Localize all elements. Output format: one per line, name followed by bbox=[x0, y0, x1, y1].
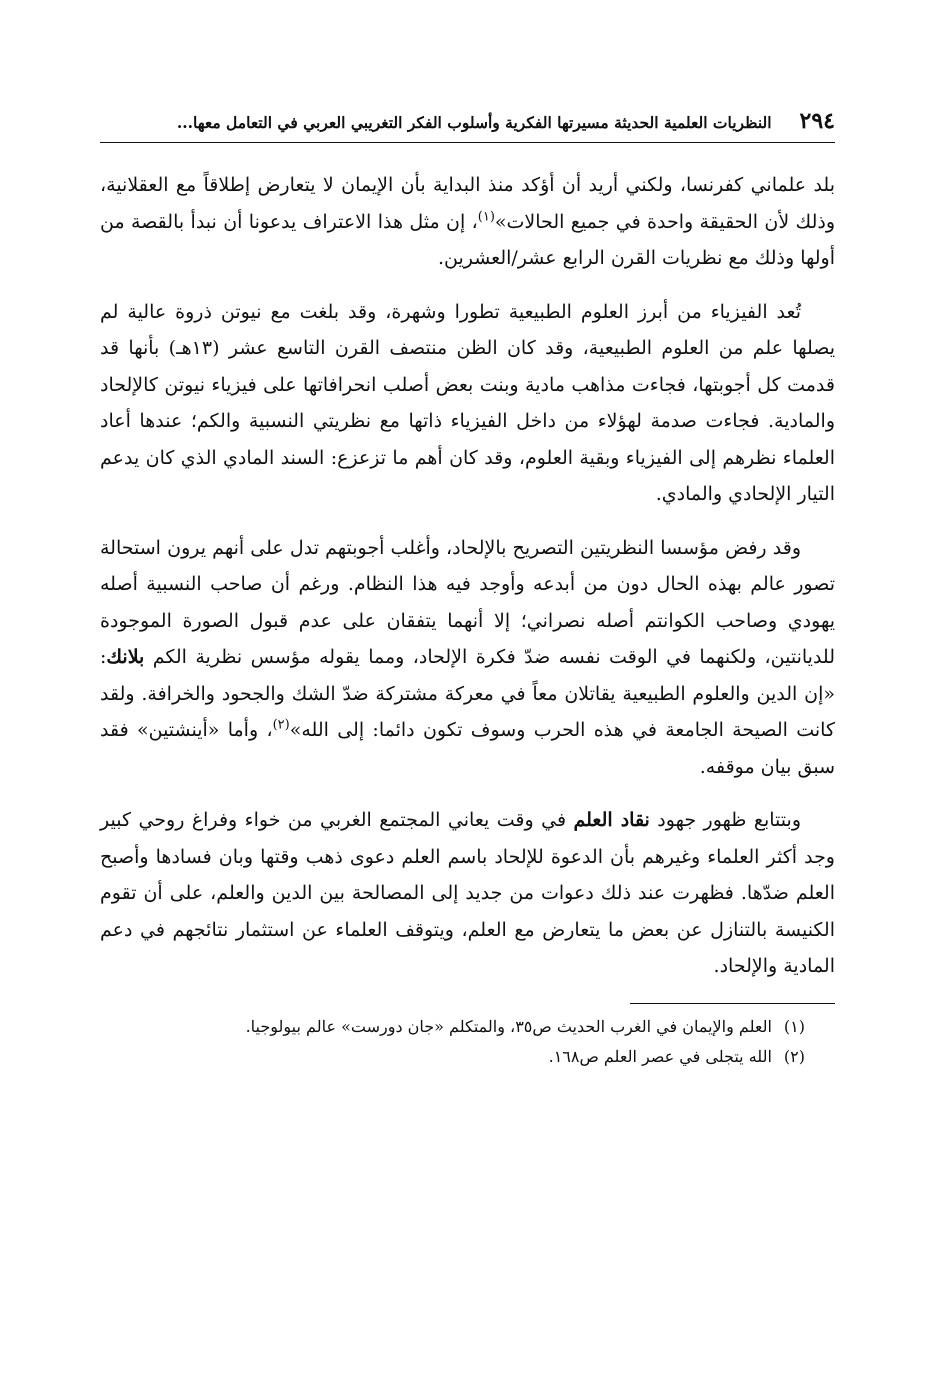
paragraph-3 bbox=[100, 530, 835, 786]
book-page bbox=[100, 108, 835, 1072]
paragraph-text: وبتتابع ظهور جهود bbox=[649, 809, 801, 831]
page-number: ٢٩٤ bbox=[799, 108, 835, 134]
body-text bbox=[100, 167, 835, 985]
running-title: النظريات العلمية الحديثة مسيرتها الفكرية وأسلوب الفكر التغريبي العربي في التعامل معها... bbox=[176, 113, 772, 132]
paragraph-text: : «إن الدين والعلوم الطبيعية يقاتلان معاً في معركة مشتركة ضدّ الشك والجحود والخرافة. ولقد كانت الصيحة الجامعة في هذه الحرب وسوف تكون دائما: إلى الله» bbox=[100, 646, 835, 741]
footnote-marker: (١) bbox=[783, 1016, 805, 1036]
bold-term-critics: نقاد العلم bbox=[573, 809, 650, 831]
page-header bbox=[100, 108, 835, 143]
paragraph-text: ، إن مثل هذا الاعتراف يدعونا أن نبدأ بالقصة من أولها وذلك مع نظريات القرن الرابع عشر/العشرين. bbox=[100, 210, 835, 269]
footnote-marker: (٢) bbox=[783, 1046, 805, 1066]
footnote-divider bbox=[630, 1003, 835, 1004]
paragraph-text: وقد رفض مؤسسا النظريتين التصريح بالإلحاد، وأغلب أجوبتهم تدل على أنهم يرون استحالة تصور عالم بهذه الحال دون من أبدعه وأوجد فيه هذا النظام. ورغم أن صاحب النسبية أصله يهودي وصاحب الكوانتم أصله نصراني؛ إلا أنهما يتفقان على عدم قبول الصورة الموجودة للديانتين، ولكنهما في الوقت نفسه ضدّ فكرة الإلحاد، ومما يقوله مؤسس نظرية الكم bbox=[100, 536, 835, 668]
paragraph-text: ، وأما «أينشتين» فقد سبق بيان موقفه. bbox=[100, 719, 835, 778]
paragraph-2: تُعد الفيزياء من أبرز العلوم الطبيعية تطورا وشهرة، وقد بلغت مع نيوتن ذروة عالية لم يصلها علم من العلوم الطبيعية، وقد كان الظن منتصف القرن التاسع عشر (١٣هـ) بأنها قد قدمت كل أجوبتها، فجاءت مذاهب مادية وبنت بعض أصلب انحرافاتها على فيزياء نيوتن كالإلحاد والمادية. فجاءت صدمة لهؤلاء من داخل الفيزياء ذاتها مع نظريتي النسبية والكم؛ عندها أعاد العلماء نظرهم إلى الفيزياء وبقية العلوم، وقد كان أهم ما تزعزع: السند المادي الذي كان يدعم التيار الإلحادي والمادي. bbox=[100, 300, 835, 505]
paragraph-1 bbox=[100, 167, 835, 277]
paragraph-4 bbox=[100, 802, 835, 985]
footnote-ref-1: (١) bbox=[477, 209, 495, 225]
footnote-ref-2: (٢) bbox=[272, 717, 290, 733]
footnote-item bbox=[100, 1012, 835, 1042]
paragraph-text: بلد علماني كفرنسا، ولكني أريد أن أؤكد منذ البداية بأن الإيمان لا يتعارض إطلاقاً مع العقلانية، وذلك لأن الحقيقة واحدة في جميع الحالات» bbox=[100, 174, 835, 233]
paragraph-text: في وقت يعاني المجتمع الغربي من خواء وفراغ روحي كبير وجد أكثر العلماء وغيرهم بأن الدعوة للإلحاد باسم العلم دعوى ذهب وقتها وبان فسادها وأصبح العلم ضدّها. فظهرت عند ذلك دعوات من جديد إلى المصالحة بين الدين والعلم، على أن تقوم الكنيسة بالتنازل عن بعض ما يتعارض مع العلم، ويتوقف العلماء عن استثمار نتائجهم في دعم المادية والإلحاد. bbox=[100, 809, 835, 977]
bold-term-planck: بلانك bbox=[106, 646, 145, 668]
footnote-text: العلم والإيمان في الغرب الحديث ص٣٥، والمتكلم «جان دورست» عالم بيولوجيا. bbox=[245, 1016, 772, 1036]
footnote-text: الله يتجلى في عصر العلم ص١٦٨. bbox=[548, 1046, 772, 1066]
footnotes bbox=[100, 1012, 835, 1072]
footnote-item bbox=[100, 1042, 835, 1072]
